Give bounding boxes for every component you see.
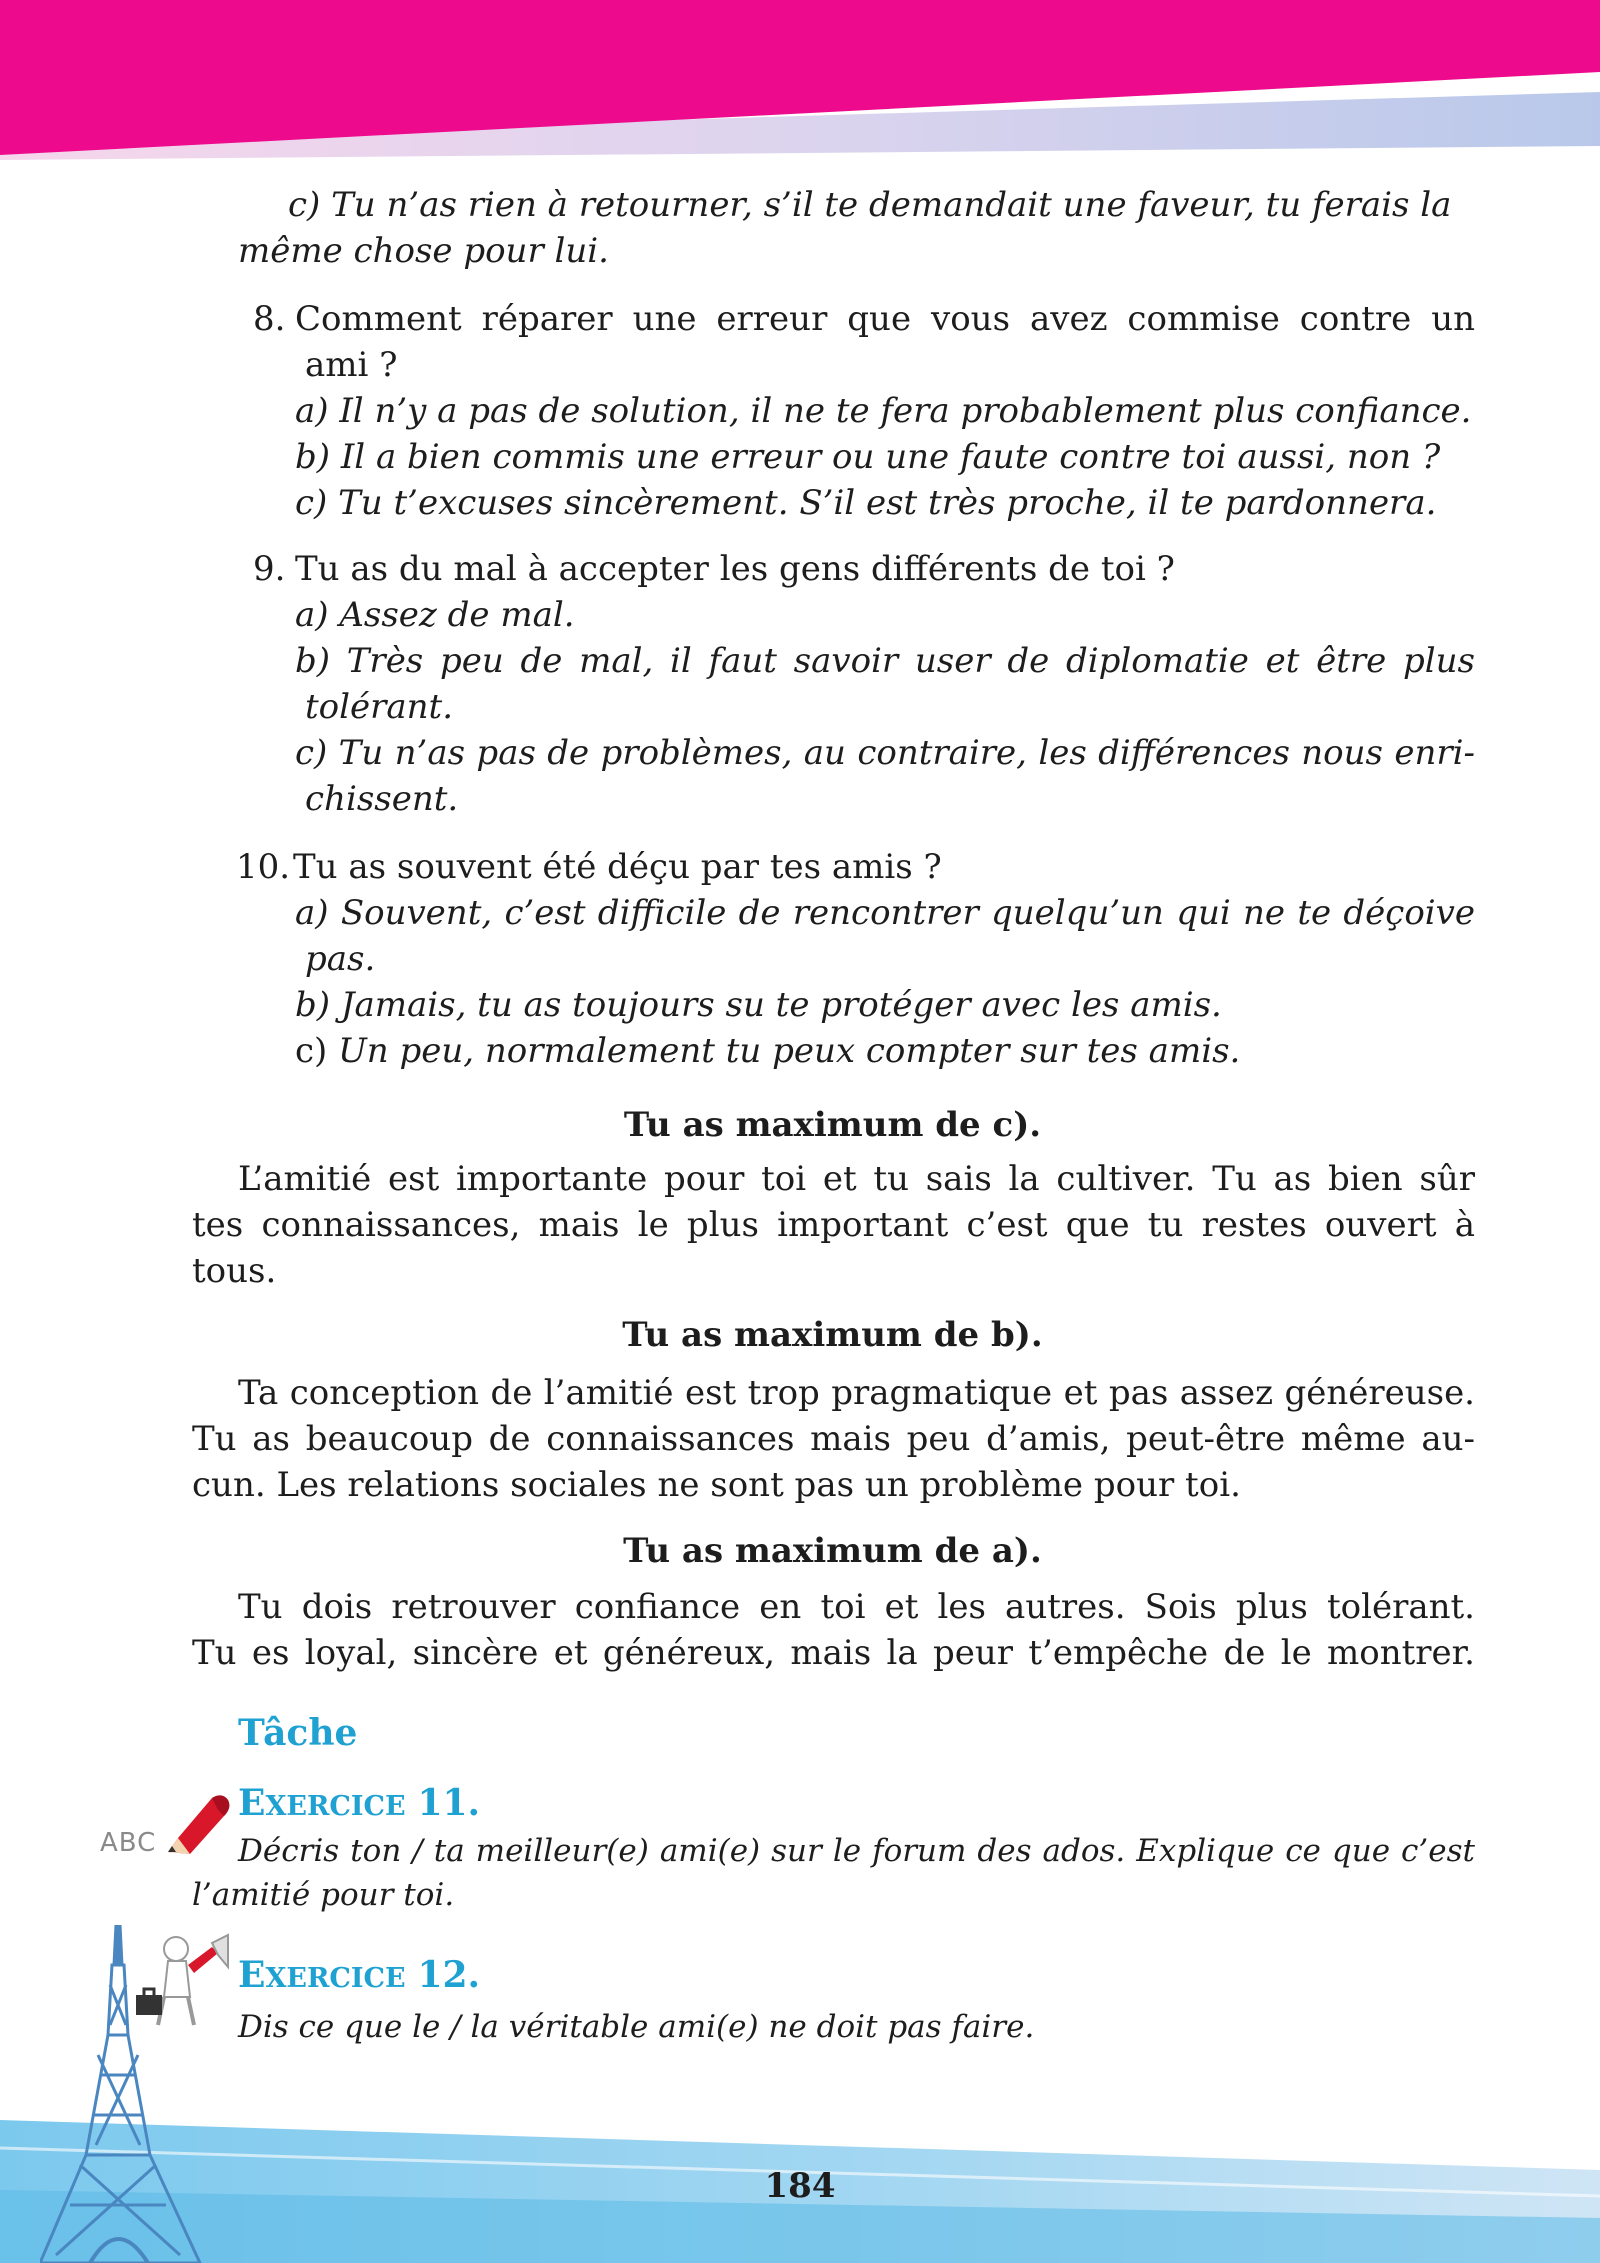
- result-a-line1: Tu dois retrouver confiance en toi et les autres. Sois plus tolérant.: [238, 1587, 1475, 1627]
- exercise-12-label: EXERCICE 12.: [238, 1954, 481, 1996]
- q10-number: 10.: [236, 847, 291, 887]
- q10-option-b: b) Jamais, tu as toujours su te protéger avec les amis.: [295, 985, 1222, 1025]
- q7-option-c-line1: c) Tu n’as rien à retourner, s’il te demandait une faveur, tu ferais la: [288, 185, 1452, 225]
- q9-option-b-line2: tolérant.: [305, 687, 454, 727]
- result-c-heading: Tu as maximum de c).: [623, 1105, 1042, 1145]
- q9-option-c-line1: c) Tu n’as pas de problèmes, au contraire, les différences nous enri-: [295, 733, 1475, 773]
- q10-option-c-prefix: c): [295, 1031, 328, 1071]
- q8-option-b: b) Il a bien commis une erreur ou une faute contre toi aussi, non ?: [295, 437, 1441, 477]
- q8-option-a: a) Il n’y a pas de solution, il ne te fera probablement plus confiance.: [295, 391, 1472, 431]
- q9-option-c-line2: chissent.: [305, 779, 459, 819]
- result-b-line1: Ta conception de l’amitié est trop pragmatique et pas assez généreuse.: [238, 1373, 1475, 1413]
- task-heading: Tâche: [238, 1712, 358, 1754]
- abc-pencil-icon: ABC: [100, 1790, 240, 1870]
- result-b-heading: Tu as maximum de b).: [622, 1315, 1043, 1355]
- q10-option-a-line1: a) Souvent, c’est difficile de rencontrer quelqu’un qui ne te déçoive: [295, 893, 1475, 933]
- page-number: 184: [764, 2166, 836, 2206]
- header-band: [0, 0, 1600, 200]
- q10-option-c-text: Un peu, normalement tu peux compter sur tes amis.: [338, 1031, 1241, 1071]
- exercise-11-line2: l’amitié pour toi.: [192, 1877, 455, 1913]
- q10-option-c: [295, 1028, 1240, 1074]
- result-a-heading: Tu as maximum de a).: [623, 1531, 1042, 1571]
- exercise-11-label: EXERCICE 11.: [238, 1782, 481, 1824]
- q9-question: Tu as du mal à accepter les gens différents de toi ?: [295, 549, 1175, 589]
- q8-option-c: c) Tu t’excuses sincèrement. S’il est très proche, il te pardonnera.: [295, 483, 1437, 523]
- q9-option-b-line1: b) Très peu de mal, il faut savoir user de diplomatie et être plus: [295, 641, 1475, 681]
- result-b-line2: Tu as beaucoup de connaissances mais peu d’amis, peut-être même au-: [192, 1419, 1475, 1459]
- q9-number: 9.: [253, 549, 286, 589]
- q10-question: Tu as souvent été déçu par tes amis ?: [293, 847, 942, 887]
- q8-number: 8.: [253, 299, 286, 339]
- result-c-line3: tous.: [192, 1251, 277, 1291]
- result-c-line2: tes connaissances, mais le plus important c’est que tu restes ouvert à: [192, 1205, 1475, 1245]
- result-c-line1: L’amitié est importante pour toi et tu sais la cultiver. Tu as bien sûr: [238, 1159, 1475, 1199]
- result-b-line3: cun. Les relations sociales ne sont pas un problème pour toi.: [192, 1465, 1241, 1505]
- exercise-12-line1: Dis ce que le / la véritable ami(e) ne doit pas faire.: [238, 2009, 1035, 2045]
- q9-option-a: a) Assez de mal.: [295, 595, 575, 635]
- q8-question-line2: ami ?: [305, 345, 398, 385]
- result-a-line2: Tu es loyal, sincère et généreux, mais la peur t’empêche de le montrer.: [192, 1633, 1475, 1673]
- exercise-11-line1: Décris ton / ta meilleur(e) ami(e) sur le forum des ados. Explique ce que c’est: [238, 1833, 1475, 1869]
- q8-question-line1: Comment réparer une erreur que vous avez commise contre un: [295, 299, 1475, 339]
- q7-option-c-line2: même chose pour lui.: [238, 231, 609, 271]
- q10-option-a-line2: pas.: [305, 939, 376, 979]
- megaphone-person-icon: [128, 1925, 238, 2035]
